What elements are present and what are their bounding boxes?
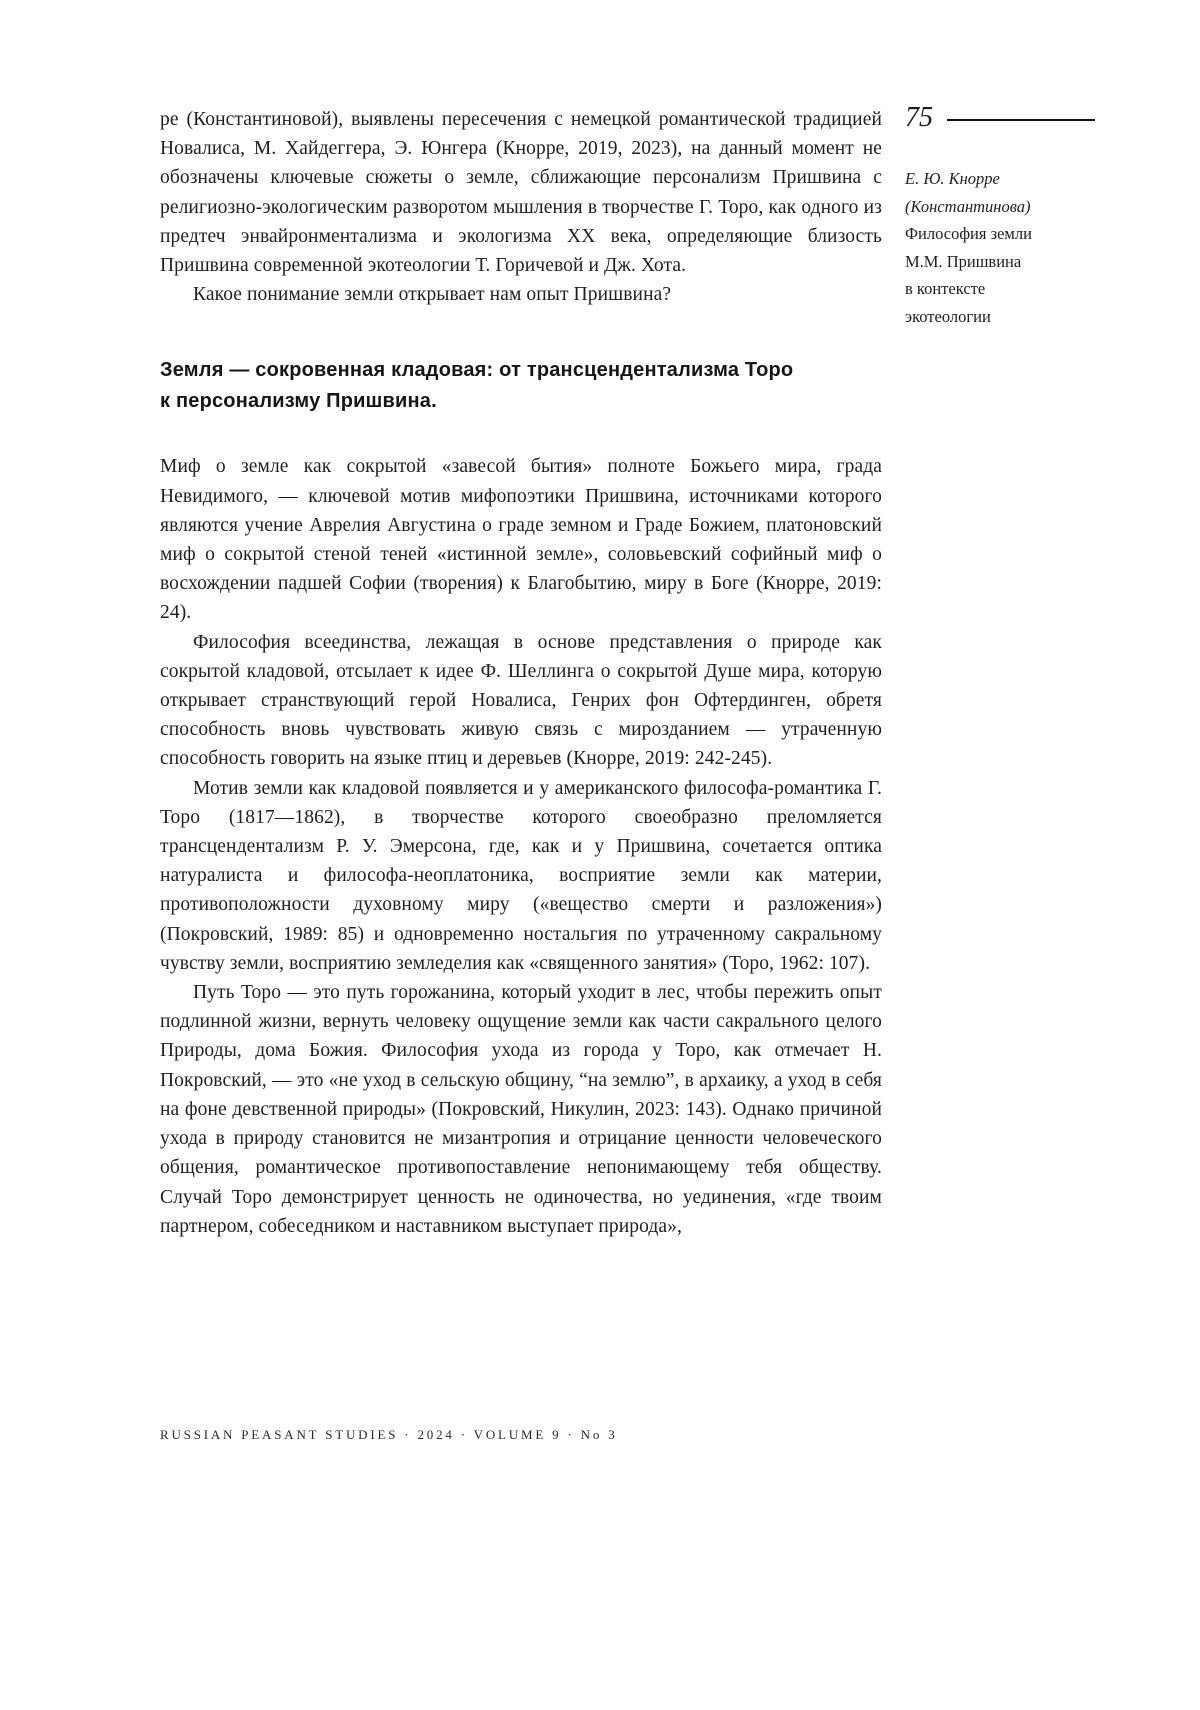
sidebar-author (905, 165, 1095, 220)
article-body (160, 105, 882, 1241)
margin-sidebar (905, 103, 1095, 330)
sidebar-title-line: экотеологии (905, 306, 991, 326)
paragraph: Путь Торо — это путь горожанина, который уходит в лес, чтобы пережить опыт подлинной жизни, вернуть человеку ощущение земли как части сакрального целого Природы, дома Божия. Философия ухода из города у Торо, как отмечает Н. Покровский, — это «не уход в сельскую общину, “на землю”, в архаику, а уход в себя на фоне девственной природы» (Покровский, Никулин, 2023: 143). Однако причиной ухода в природу становится не мизантропия и отрицание ценности человеческого общения, романтическое противопоставление непонимающему тебя обществу. Случай Торо демонстрирует ценность не одиночества, но уединения, «где твоим партнером, собеседником и наставником выступает природа», (160, 982, 882, 1237)
sidebar-author-line: Е. Ю. Кнорре (905, 169, 1000, 188)
section-heading-line: Земля — сокровенная кладовая: от трансцендентализма Торо (160, 359, 794, 382)
section-heading (160, 355, 882, 417)
paragraph: Философия всеединства, лежащая в основе представления о природе как сокрытой кладовой, отсылает к идее Ф. Шеллинга о сокрытой Душе мира, которую открывает странствующий герой Новалиса, Генрих фон Офтердинген, обретя способность вновь чувствовать живую связь с мирозданием — утраченную способность говорить на языке птиц и деревьев (Кнорре, 2019: 242-245). (160, 631, 882, 770)
paragraph: Миф о земле как сокрытой «завесой бытия» полноте Божьего мира, града Невидимого, — ключевой мотив мифопоэтики Пришвина, источниками которого являются учение Аврелия Августина о граде земном и Граде Божием, платоновский миф о сокрытой стеной теней «истинной земле», соловьевский софийный миф о восхождении падшей Софии (творения) к Благобытию, миру в Боге (Кнорре, 2019: 24). (160, 456, 882, 624)
paragraph: Мотив земли как кладовой появляется и у американского философа-романтика Г. Торо (1817—1862), в творчестве которого своеобразно преломляется трансцендентализм Р. У. Эмерсона, где, как и у Пришвина, сочетается оптика натуралиста и философа-неоплатоника, восприятие земли как материи, противоположности духовному миру («вещество смерти и разложения») (Покровский, 1989: 85) и одновременно ностальгия по утраченному сакральному чувству земли, восприятию земледелия как «священного занятия» (Торо, 1962: 107). (160, 777, 882, 974)
journal-footer: RUSSIAN PEASANT STUDIES · 2024 · VOLUME 9 · No 3 (160, 1427, 618, 1442)
sidebar-title-line: в контексте (905, 279, 986, 298)
paragraph: Какое понимание земли открывает нам опыт Пришвина? (193, 284, 672, 306)
sidebar-article-title (905, 220, 1095, 330)
page-number-row (905, 103, 1095, 133)
section-heading-line: к персонализму Пришвина. (160, 390, 437, 413)
page-number: 75 (905, 102, 933, 133)
sidebar-author-line: (Константинова) (905, 196, 1031, 216)
sidebar-title-line: М.М. Пришвина (905, 251, 1022, 271)
paragraph: ре (Константиновой), выявлены пересечения с немецкой романтической традицией Новалиса, М. Хайдеггера, Э. Юнгера (Кнорре, 2019, 2023), на данный момент не обозначены ключевые сюжеты о земле, сближающие персонализм Пришвина с религиозно-экологическим разворотом мышления в творчестве Г. Торо, как одного из предтеч энвайронментализма и экологизма XX века, определяющие близость Пришвина современной экотеологии Т. Горичевой и Дж. Хота. (160, 109, 882, 277)
page-number-rule (947, 119, 1095, 121)
sidebar-title-line: Философия земли (905, 224, 1032, 243)
